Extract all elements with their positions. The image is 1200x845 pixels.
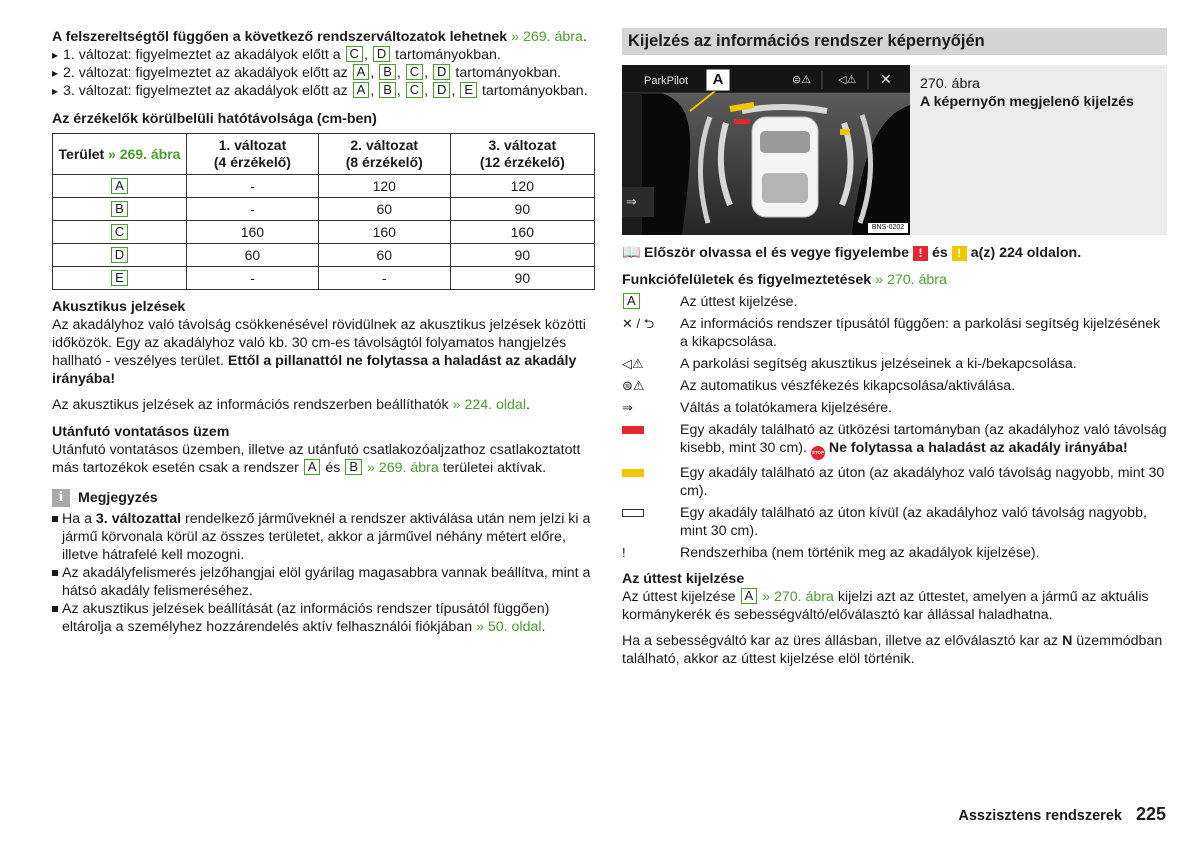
legend-item: ⊜⚠ Az automatikus vészfékezés kikapcsolása/aktiválása. — [622, 378, 1016, 394]
figure-title: A képernyőn megjelenő kijelzés — [920, 94, 1134, 110]
range-title: Az érzékelők körülbelüli hatótávolsága (cm-ben) — [52, 111, 377, 127]
yellow-bar-icon — [622, 469, 644, 477]
svg-text:⊜⚠: ⊜⚠ — [792, 73, 812, 86]
table-row — [53, 198, 595, 221]
variant-item: ▸ 2. változat: figyelmeztet az akadályok előtt az A , B , C , D tartományokban. — [52, 64, 598, 82]
variant-item: ▸ 3. változat: figyelmeztet az akadályok előtt az A , B , C , D , E tartományokban. — [52, 82, 598, 100]
note-item-3: Az akusztikus jelzések beállítását (az információs rendszer típusától függően) eltárolja a személyhez hozzárendelés aktív felhasználói fiókjában » 50. oldal. — [52, 600, 598, 636]
area-key: C — [111, 224, 128, 240]
legend-symbol-icon: ! — [622, 545, 626, 560]
road-title: Az úttest kijelzése — [622, 571, 745, 587]
key-a-road: A — [741, 588, 758, 604]
page-number: 225 — [1135, 804, 1166, 824]
acoustic-ref-link[interactable]: » 224. oldal — [452, 397, 526, 413]
table-row — [53, 244, 595, 267]
red-bar-icon — [622, 426, 644, 434]
note-item-1: Ha a 3. változattal rendelkező járműveknél a rendszer aktiválása után nem jelzi ki a jármű körvonala körül az összes területet, akkor a járművel néhány métert előre, illetve hátrafelé kell mozogni. — [52, 510, 598, 564]
legend-item: Egy akadály található az úton kívül (az akadályhoz való távolság nagyobb, mint 30 cm). — [622, 504, 1167, 540]
func-ref-link[interactable]: » 270. ábra — [875, 272, 947, 288]
header-v1: 1. változat (4 érzékelő) — [187, 134, 319, 175]
right-column — [622, 28, 1167, 668]
acoustic-title: Akusztikus jelzések — [52, 299, 186, 315]
warning-yellow-icon: ! — [952, 246, 967, 261]
section-title: Kijelzés az információs rendszer képernyőjén — [622, 28, 1167, 55]
cell-v2: 120 — [318, 175, 450, 198]
key-b: B — [379, 82, 396, 98]
left-column — [52, 28, 598, 636]
road-ref-link[interactable]: » 270. ábra — [762, 589, 834, 605]
legend-symbol-icon: ⇒ — [622, 400, 633, 415]
legend-item: ✕ / ⮌ Az információs rendszer típusától függően: a parkolási segítség kijelzésének a kikapcsolása. — [622, 316, 1161, 350]
cell-v3: 90 — [450, 267, 594, 290]
legend-symbol-icon: ✕ / ⮌ — [622, 316, 655, 331]
key-d: D — [373, 46, 390, 62]
cell-v3: 90 — [450, 198, 594, 221]
cell-v2: - — [318, 267, 450, 290]
func-title: Funkciófelületek és figyelmeztetések — [622, 272, 872, 288]
figure-caption — [910, 65, 1167, 235]
intro-title: A felszereltségtől függően a következő rendszerváltozatok lehetnek — [52, 29, 508, 45]
header-v2: 2. változat (8 érzékelő) — [318, 134, 450, 175]
header-v3: 3. változat (12 érzékelő) — [450, 134, 594, 175]
figure-code: BNS-0202 — [871, 224, 905, 231]
key-d: D — [433, 64, 450, 80]
cell-v2: 60 — [318, 244, 450, 267]
warning-red-icon: ! — [913, 246, 928, 261]
parkpilot-graphic — [622, 65, 910, 235]
table-row — [53, 175, 595, 198]
area-key: D — [111, 247, 128, 263]
cell-v1: 160 — [187, 221, 319, 244]
range-table — [52, 133, 595, 290]
page-footer — [958, 805, 1166, 825]
intro-ref-link[interactable]: » 269. ábra — [511, 29, 583, 45]
trailer-ref-link[interactable]: » 269. ábra — [366, 460, 439, 476]
note-ref-link[interactable]: » 50. oldal — [476, 619, 542, 635]
note-header — [52, 489, 598, 507]
legend-item: ◁⚠ A parkolási segítség akusztikus jelzéseinek a ki-/bekapcsolása. — [622, 356, 1077, 372]
info-icon: i — [52, 489, 70, 507]
cell-v1: 60 — [187, 244, 319, 267]
key-c: C — [346, 46, 363, 62]
key-a: A — [304, 459, 321, 475]
variants-list — [52, 46, 598, 100]
note-item-2: Az akadályfelismerés jelzőhangjai elöl gyárilag magasabbra vannak beállítva, mint a hátsó akadály felismeréséhez. — [52, 564, 598, 600]
key-a: A — [353, 64, 370, 80]
key-b: B — [345, 459, 362, 475]
legend-item: ⇒ Váltás a tolatókamera kijelzésére. — [622, 400, 893, 416]
svg-text:◁⚠: ◁⚠ — [838, 73, 857, 86]
area-key: B — [111, 201, 128, 217]
table-row — [53, 221, 595, 244]
stop-icon: STOP — [811, 446, 825, 460]
trailer-title: Utánfutó vontatásos üzem — [52, 424, 230, 440]
trailer-paragraph: Utánfutó vontatásos üzemben, illetve az utánfutó csatlakozóaljzathoz csatlakoztatott más tartozékok esetén csak a rendszer A és B » 269. ábra területei aktívak. — [52, 442, 581, 476]
legend-symbol-icon: ◁⚠ — [622, 356, 644, 371]
cell-v1: - — [187, 175, 319, 198]
key-a: A — [353, 82, 370, 98]
note-title: Megjegyzés — [78, 490, 158, 506]
acoustic-paragraph-1: Az akadályhoz való távolság csökkenésével rövidülnek az akusztikus jelzések közötti időközök. Egy az akadályhoz való kb. 30 cm-es távolságtól folyamatos hangjelzés hallható - veszélyes terület. Ettől a pillanattól ne folytassa a haladást az akadály irányába! — [52, 317, 586, 387]
cell-v1: - — [187, 267, 319, 290]
legend-symbol-icon: ⊜⚠ — [622, 378, 645, 393]
cell-v3: 90 — [450, 244, 594, 267]
gear-paragraph: Ha a sebességváltó kar az üres állásban, illetve az előválasztó kar az N üzemmódban található, akkor az úttest kijelzése elöl történik. — [622, 633, 1163, 667]
road-paragraph: Az úttest kijelzése A » 270. ábra kijelzi azt az úttestet, amelyen a jármű az aktuális kormánykerék és sebességváltó/előválasztó kar állással haladhatna. — [622, 588, 1149, 623]
table-row — [53, 267, 595, 290]
legend-item: A Az úttest kijelzése. — [622, 293, 1167, 311]
legend-item: Egy akadály található az úton (az akadályhoz való távolság nagyobb, mint 30 cm). — [622, 464, 1167, 500]
book-icon: 📖 — [622, 244, 641, 261]
callout-a: A — [712, 71, 724, 88]
figure-number: 270. ábra — [920, 76, 980, 92]
warning-line: 📖 Először olvassa el és vegye figyelembe ! és ! a(z) 224 oldalon. — [622, 244, 1082, 261]
legend-item: Egy akadály található az ütközési tartományban (az akadályhoz való távolság kisebb, mint 30 cm). STOP Ne folytassa a haladást az akadály irányába! — [622, 421, 1167, 460]
close-icon[interactable]: ✕ — [880, 71, 892, 87]
cell-v3: 160 — [450, 221, 594, 244]
key-e: E — [460, 82, 477, 98]
key-b: B — [379, 64, 396, 80]
key-a-legend: A — [623, 293, 640, 309]
key-c: C — [406, 64, 423, 80]
func-title-paragraph — [622, 271, 1167, 289]
variant-item: ▸ 1. változat: figyelmeztet az akadályok előtt a C , D tartományokban. — [52, 46, 598, 64]
area-key: A — [111, 178, 128, 194]
key-c: C — [406, 82, 423, 98]
header-area-ref-link[interactable]: » 269. ábra — [108, 145, 181, 162]
header-area: Terület » 269. ábra — [53, 134, 187, 175]
camera-switch-icon[interactable]: ⇒ — [626, 194, 637, 209]
footer-label: Asszisztens rendszerek — [958, 808, 1122, 824]
cell-v2: 60 — [318, 198, 450, 221]
legend-item: ! Rendszerhiba (nem történik meg az akadályok kijelzése). — [622, 545, 1040, 561]
cell-v2: 160 — [318, 221, 450, 244]
area-key: E — [111, 270, 128, 286]
key-d: D — [433, 82, 450, 98]
parkpilot-screen — [622, 65, 910, 235]
legend-list — [622, 293, 1167, 562]
white-bar-icon — [622, 509, 644, 517]
parkpilot-label: ParkPilot — [644, 75, 689, 87]
figure-270 — [622, 65, 1167, 235]
cell-v3: 120 — [450, 175, 594, 198]
acoustic-paragraph-2: Az akusztikus jelzések az információs rendszerben beállíthatók » 224. oldal. — [52, 397, 530, 413]
intro-paragraph: A felszereltségtől függően a következő rendszerváltozatok lehetnek » 269. ábra. — [52, 29, 587, 45]
cell-v1: - — [187, 198, 319, 221]
